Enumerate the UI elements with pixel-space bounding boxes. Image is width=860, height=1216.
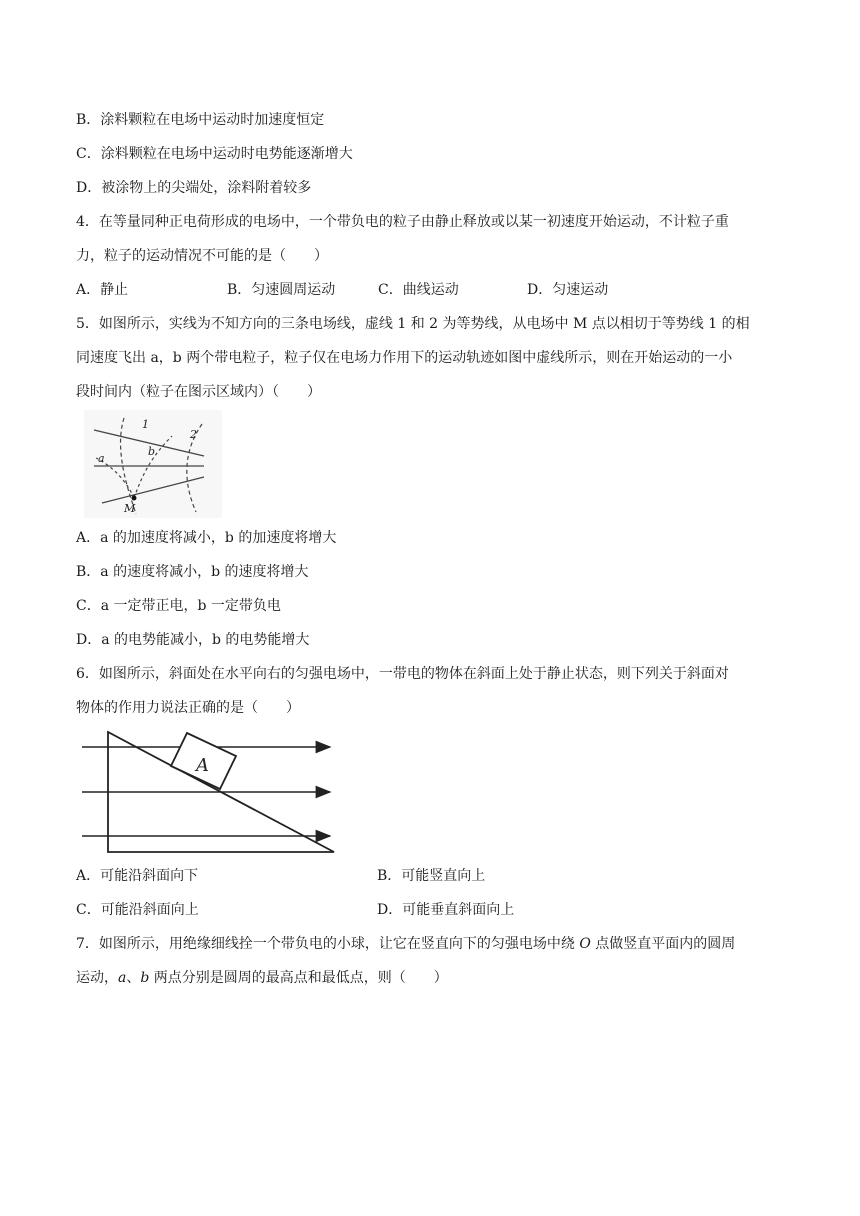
q7-text-pre2: 运动， xyxy=(76,970,118,986)
q4-option-c: C．曲线运动 xyxy=(378,282,459,298)
label-equipotential-2: 2 xyxy=(190,428,197,441)
q7-stem-line1 xyxy=(76,934,735,954)
q5-stem-line2: 同速度飞出 a，b 两个带电粒子，粒子仅在电场力作用下的运动轨迹如图中虚线所示，则在开始运动的一小 xyxy=(76,350,733,366)
q3-option-d: D．被涂物上的尖端处，涂料附着较多 xyxy=(76,180,312,196)
q5-option-b: B．a 的速度将减小，b 的速度将增大 xyxy=(76,564,309,580)
q3-option-b: B．涂料颗粒在电场中运动时加速度恒定 xyxy=(76,112,325,128)
q3-option-c: C．涂料颗粒在电场中运动时电势能逐渐增大 xyxy=(76,146,353,162)
q6-stem-line2: 物体的作用力说法正确的是（ ） xyxy=(76,700,300,716)
q6-option-b: B．可能竖直向上 xyxy=(377,868,486,884)
label-b: b xyxy=(148,445,156,458)
q4-stem-line1: 4．在等量同种正电荷形成的电场中，一个带负电的粒子由静止释放或以某一初速度开始运动，不计粒子重 xyxy=(76,214,729,230)
q5-option-c: C．a 一定带正电，b 一定带负电 xyxy=(76,598,281,614)
q7-point-o: O xyxy=(579,936,591,952)
q4-option-b: B．匀速圆周运动 xyxy=(227,282,336,298)
q6-option-d: D．可能垂直斜面向上 xyxy=(377,902,515,918)
point-m xyxy=(132,496,137,501)
q5-field-figure xyxy=(84,410,222,518)
q7-text-post2: 两点分别是圆周的最高点和最低点，则（ ） xyxy=(149,970,448,986)
q5-option-d: D．a 的电势能减小，b 的电势能增大 xyxy=(76,632,310,648)
label-m: M xyxy=(124,502,136,515)
q6-option-a: A．可能沿斜面向下 xyxy=(76,868,199,884)
q5-stem-line1: 5．如图所示，实线为不知方向的三条电场线，虚线 1 和 2 为等势线，从电场中 M 点以相切于等势线 1 的相 xyxy=(76,316,750,332)
q4-option-d: D．匀速运动 xyxy=(527,282,609,298)
q6-stem-line1: 6．如图所示，斜面处在水平向右的匀强电场中，一带电的物体在斜面上处于静止状态，则下列关于斜面对 xyxy=(76,666,729,682)
q7-text-pre: 7．如图所示，用绝缘细线拴一个带负电的小球，让它在竖直向下的匀强电场中绕 xyxy=(76,936,580,952)
q7-point-a: a xyxy=(118,970,127,986)
label-equipotential-1: 1 xyxy=(142,418,149,431)
q5-stem-line3: 段时间内（粒子在图示区域内）（ ） xyxy=(76,384,321,400)
q7-stem-line2 xyxy=(76,968,448,988)
q4-option-a: A．静止 xyxy=(76,282,129,298)
q4-stem-line2: 力，粒子的运动情况不可能的是（ ） xyxy=(76,248,328,264)
block-a-label: A xyxy=(196,755,209,776)
label-a: a xyxy=(98,452,105,465)
q6-option-c: C．可能沿斜面向上 xyxy=(76,902,199,918)
q7-point-b: b xyxy=(140,970,150,986)
q5-option-a: A．a 的加速度将减小，b 的加速度将增大 xyxy=(76,530,337,546)
q7-text-mid: 、 xyxy=(126,970,141,986)
q6-incline-figure xyxy=(78,728,340,856)
q7-text-post: 点做竖直平面内的圆周 xyxy=(590,936,736,952)
